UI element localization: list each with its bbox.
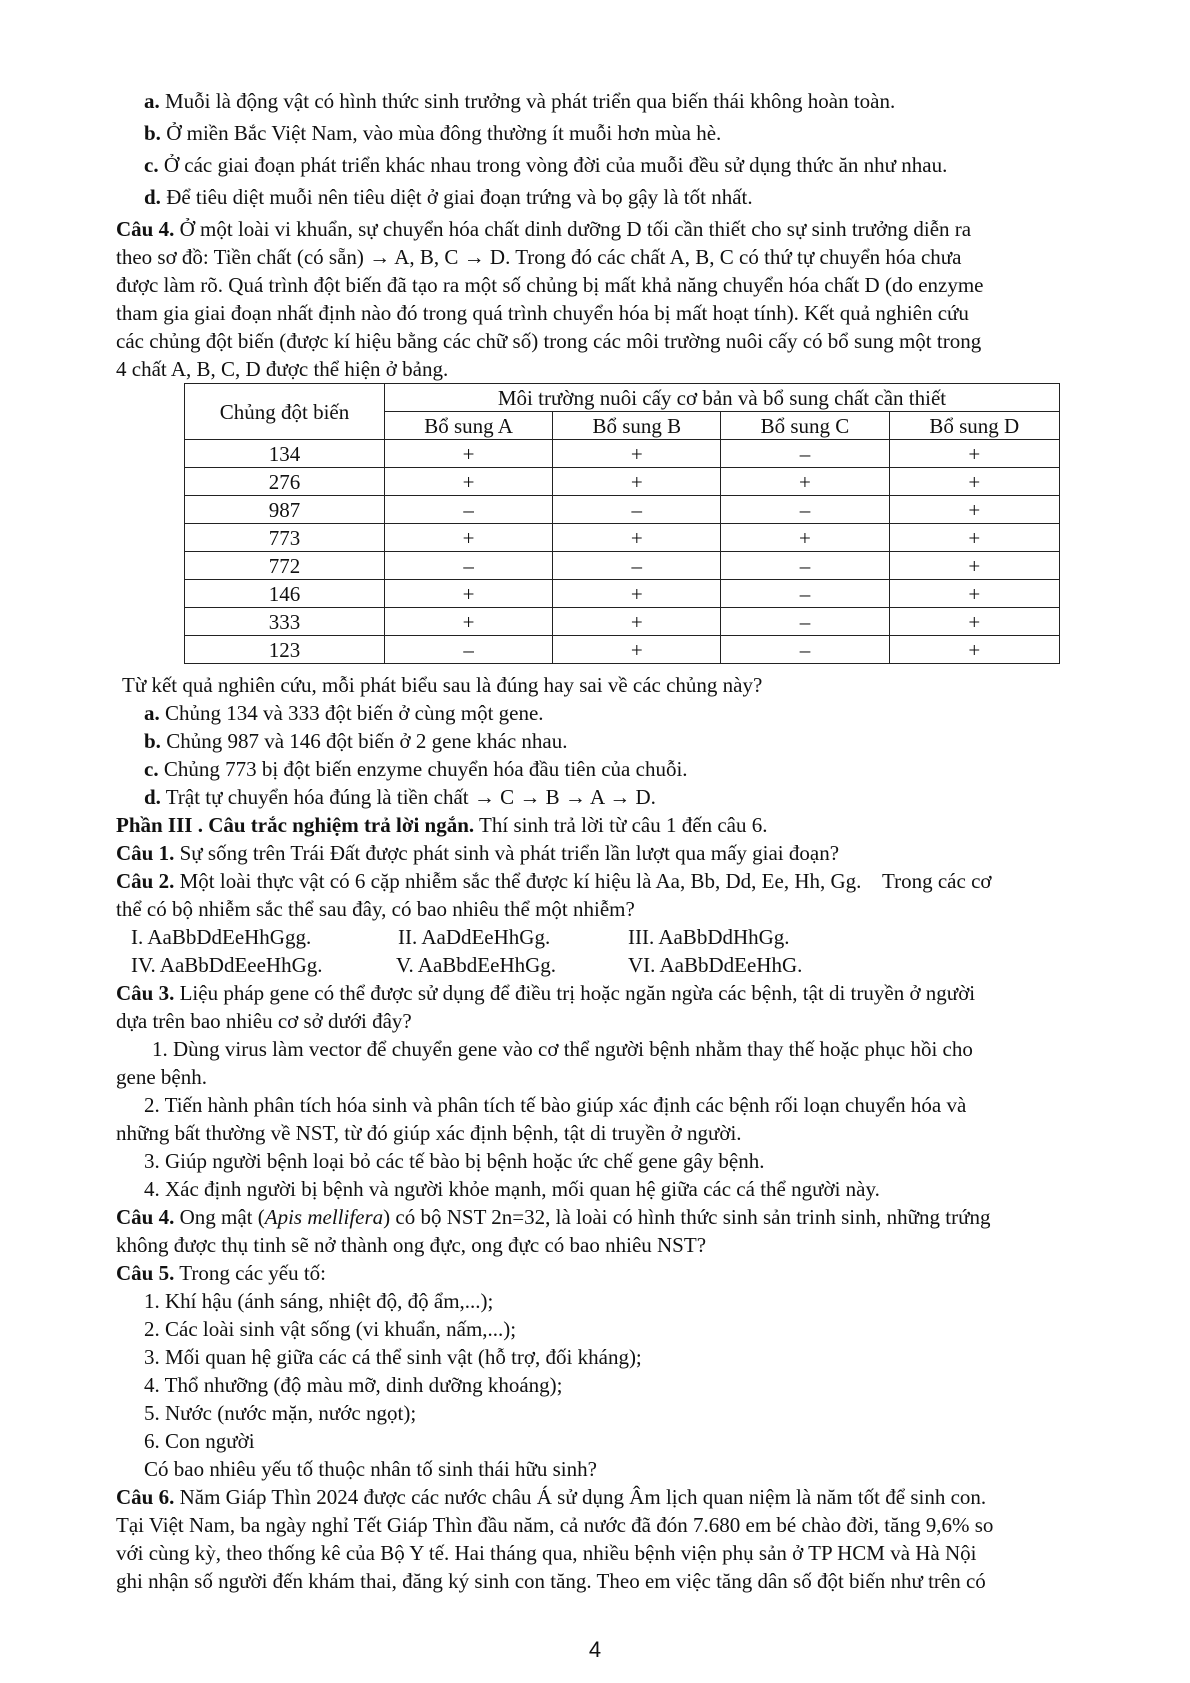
factor-4: 4. Thổ nhưỡng (độ màu mỡ, dinh dưỡng khoáng); — [144, 1373, 563, 1397]
growth-result-cell: – — [553, 552, 721, 580]
short-q3-line-1: Câu 3. Liệu pháp gene có thể được sử dụng để điều trị hoặc ngăn ngừa các bệnh, tật di truyền ở người — [116, 981, 976, 1005]
short-q6-line-3: với cùng kỳ, theo thống kê của Bộ Y tế. Hai tháng qua, nhiều bệnh viện phụ sản ở TP HCM và Hà Nội — [116, 1541, 977, 1565]
header-supplement-b: Bổ sung B — [553, 412, 721, 440]
growth-result-cell: – — [721, 580, 889, 608]
genotype-6: VI. AaBbDdEeHhG. — [628, 953, 803, 977]
growth-result-cell: + — [385, 524, 553, 552]
strain-id-cell: 772 — [185, 552, 385, 580]
basis-4: 4. Xác định người bị bệnh và người khỏe mạnh, mối quan hệ giữa các cá thể người này. — [144, 1177, 880, 1201]
q4-line-3: được làm rõ. Quá trình đột biến đã tạo ra một số chủng bị mất khả năng chuyển hóa chất D (do enzyme — [116, 273, 984, 297]
basis-2-line-2: những bất thường về NST, từ đó giúp xác định bệnh, tật di truyền ở người. — [116, 1121, 742, 1145]
genotype-1: I. AaBbDdEeHhGgg. — [131, 925, 312, 949]
header-strain: Chủng đột biến — [185, 384, 385, 440]
growth-result-cell: + — [889, 636, 1059, 664]
q3-option-b: b. Ở miền Bắc Việt Nam, vào mùa đông thường ít muỗi hơn mùa hè. — [144, 121, 722, 145]
short-q6-line-2: Tại Việt Nam, ba ngày nghỉ Tết Giáp Thìn đầu năm, cả nước đã đón 7.680 em bé chào đời, tăng 9,6% so — [116, 1513, 994, 1537]
table-row — [185, 468, 1060, 496]
growth-result-cell: + — [553, 608, 721, 636]
table-body — [185, 440, 1060, 664]
growth-result-cell: + — [385, 468, 553, 496]
growth-result-cell: – — [385, 496, 553, 524]
growth-result-cell: + — [385, 440, 553, 468]
growth-result-cell: + — [553, 524, 721, 552]
strain-id-cell: 146 — [185, 580, 385, 608]
q4-option-a: a. Chủng 134 và 333 đột biến ở cùng một gene. — [144, 701, 544, 725]
growth-result-cell: – — [721, 608, 889, 636]
short-q4-line-1: Câu 4. Ong mật (Apis mellifera) có bộ NST 2n=32, là loài có hình thức sinh sản trinh sinh, những trứng — [116, 1205, 991, 1229]
header-medium-group: Môi trường nuôi cấy cơ bản và bổ sung chất cần thiết — [385, 384, 1060, 412]
growth-result-cell: – — [721, 496, 889, 524]
q4-option-d: d. Trật tự chuyển hóa đúng là tiền chất → C → B → A → D. — [144, 785, 656, 809]
q4-line-5: các chủng đột biến (được kí hiệu bằng các chữ số) trong các môi trường nuôi cấy có bổ sung một trong — [116, 329, 982, 353]
growth-result-cell: + — [553, 636, 721, 664]
short-q5: Câu 5. Trong các yếu tố: — [116, 1261, 327, 1285]
growth-result-cell: + — [889, 608, 1059, 636]
table-row — [185, 440, 1060, 468]
basis-2-line-1: 2. Tiến hành phân tích hóa sinh và phân tích tế bào giúp xác định các bệnh rối loạn chuyển hóa và — [144, 1093, 967, 1117]
growth-result-cell: + — [889, 524, 1059, 552]
genotype-5: V. AaBbdEeHhGg. — [396, 953, 557, 977]
table-row — [185, 552, 1060, 580]
basis-1-line-2: gene bệnh. — [116, 1065, 207, 1089]
header-supplement-a: Bổ sung A — [385, 412, 553, 440]
table-header-row — [185, 384, 1060, 412]
short-q4-line-2: không được thụ tinh sẽ nở thành ong đực, ong đực có bao nhiêu NST? — [116, 1233, 707, 1257]
strain-id-cell: 333 — [185, 608, 385, 636]
part3-heading: Phần III . Câu trắc nghiệm trả lời ngắn. Thí sinh trả lời từ câu 1 đến câu 6. — [116, 813, 768, 837]
growth-result-cell: + — [889, 552, 1059, 580]
growth-result-cell: – — [721, 552, 889, 580]
growth-result-cell: – — [385, 636, 553, 664]
growth-result-cell: + — [553, 580, 721, 608]
q4-question: Từ kết quả nghiên cứu, mỗi phát biểu sau là đúng hay sai về các chủng này? — [122, 673, 763, 697]
table-row — [185, 608, 1060, 636]
genotype-4: IV. AaBbDdEeeHhGg. — [131, 953, 323, 977]
strain-id-cell: 773 — [185, 524, 385, 552]
growth-result-cell: – — [721, 636, 889, 664]
short-q2-line-1: Câu 2. Một loài thực vật có 6 cặp nhiễm sắc thể được kí hiệu là Aa, Bb, Dd, Ee, Hh, Gg. Trong các cơ — [116, 869, 992, 893]
factor-3: 3. Mối quan hệ giữa các cá thể sinh vật (hỗ trợ, đối kháng); — [144, 1345, 642, 1369]
growth-result-cell: + — [889, 496, 1059, 524]
growth-result-cell: – — [385, 552, 553, 580]
table-row — [185, 636, 1060, 664]
genotype-2: II. AaDdEeHhGg. — [398, 925, 551, 949]
growth-result-cell: – — [721, 440, 889, 468]
q3-option-c: c. Ở các giai đoạn phát triển khác nhau trong vòng đời của muỗi đều sử dụng thức ăn như nhau. — [144, 153, 948, 177]
genotype-3: III. AaBbDdHhGg. — [628, 925, 790, 949]
short-q5-question: Có bao nhiêu yếu tố thuộc nhân tố sinh thái hữu sinh? — [144, 1457, 597, 1481]
growth-result-cell: + — [385, 608, 553, 636]
mutant-strain-table — [184, 383, 1060, 664]
strain-id-cell: 987 — [185, 496, 385, 524]
factor-1: 1. Khí hậu (ánh sáng, nhiệt độ, độ ẩm,...); — [144, 1289, 494, 1313]
header-supplement-c: Bổ sung C — [721, 412, 889, 440]
short-q3-line-2: dựa trên bao nhiêu cơ sở dưới đây? — [116, 1009, 412, 1033]
q4-option-c: c. Chủng 773 bị đột biến enzyme chuyển hóa đầu tiên của chuỗi. — [144, 757, 688, 781]
q4-option-b: b. Chủng 987 và 146 đột biến ở 2 gene khác nhau. — [144, 729, 568, 753]
factor-6: 6. Con người — [144, 1429, 255, 1453]
q4-line-6: 4 chất A, B, C, D được thể hiện ở bảng. — [116, 357, 449, 381]
basis-3: 3. Giúp người bệnh loại bỏ các tế bào bị bệnh hoặc ức chế gene gây bệnh. — [144, 1149, 765, 1173]
table-row — [185, 524, 1060, 552]
growth-result-cell: + — [553, 468, 721, 496]
growth-result-cell: + — [889, 580, 1059, 608]
table-row — [185, 580, 1060, 608]
short-q2-line-2: thể có bộ nhiễm sắc thể sau đây, có bao nhiêu thể một nhiễm? — [116, 897, 635, 921]
short-q6-line-1: Câu 6. Năm Giáp Thìn 2024 được các nước châu Á sử dụng Âm lịch quan niệm là năm tốt để sinh con. — [116, 1485, 987, 1509]
growth-result-cell: + — [553, 440, 721, 468]
table-row — [185, 496, 1060, 524]
strain-id-cell: 134 — [185, 440, 385, 468]
header-supplement-d: Bổ sung D — [889, 412, 1059, 440]
basis-1-line-1: 1. Dùng virus làm vector để chuyển gene vào cơ thể người bệnh nhằm thay thế hoặc phục hồi cho — [152, 1037, 973, 1061]
growth-result-cell: – — [553, 496, 721, 524]
strain-id-cell: 123 — [185, 636, 385, 664]
short-q1: Câu 1. Sự sống trên Trái Đất được phát sinh và phát triển lần lượt qua mấy giai đoạn? — [116, 841, 840, 865]
q3-option-d: d. Để tiêu diệt muỗi nên tiêu diệt ở giai đoạn trứng và bọ gậy là tốt nhất. — [144, 185, 753, 209]
strain-id-cell: 276 — [185, 468, 385, 496]
growth-result-cell: + — [721, 524, 889, 552]
factor-5: 5. Nước (nước mặn, nước ngọt); — [144, 1401, 417, 1425]
growth-result-cell: + — [721, 468, 889, 496]
growth-result-cell: + — [889, 440, 1059, 468]
page-number: 4 — [588, 1637, 602, 1662]
q4-line-2: theo sơ đồ: Tiền chất (có sẵn) → A, B, C → D. Trong đó các chất A, B, C có thứ tự chuyển hóa chưa — [116, 245, 962, 269]
q4-line-4: tham gia giai đoạn nhất định nào đó trong quá trình chuyển hóa bị mất hoạt tính). Kết quả nghiên cứu — [116, 301, 969, 325]
growth-result-cell: + — [889, 468, 1059, 496]
factor-2: 2. Các loài sinh vật sống (vi khuẩn, nấm,...); — [144, 1317, 517, 1341]
short-q6-line-4: ghi nhận số người đến khám thai, đăng ký sinh con tăng. Theo em việc tăng dân số đột biến như trên có — [116, 1569, 986, 1593]
q4-line-1: Câu 4. Ở một loài vi khuẩn, sự chuyển hóa chất dinh dưỡng D tối cần thiết cho sự sinh trưởng diễn ra — [116, 217, 972, 241]
growth-result-cell: + — [385, 580, 553, 608]
q3-option-a: a. Muỗi là động vật có hình thức sinh trưởng và phát triển qua biến thái không hoàn toàn. — [144, 89, 896, 113]
